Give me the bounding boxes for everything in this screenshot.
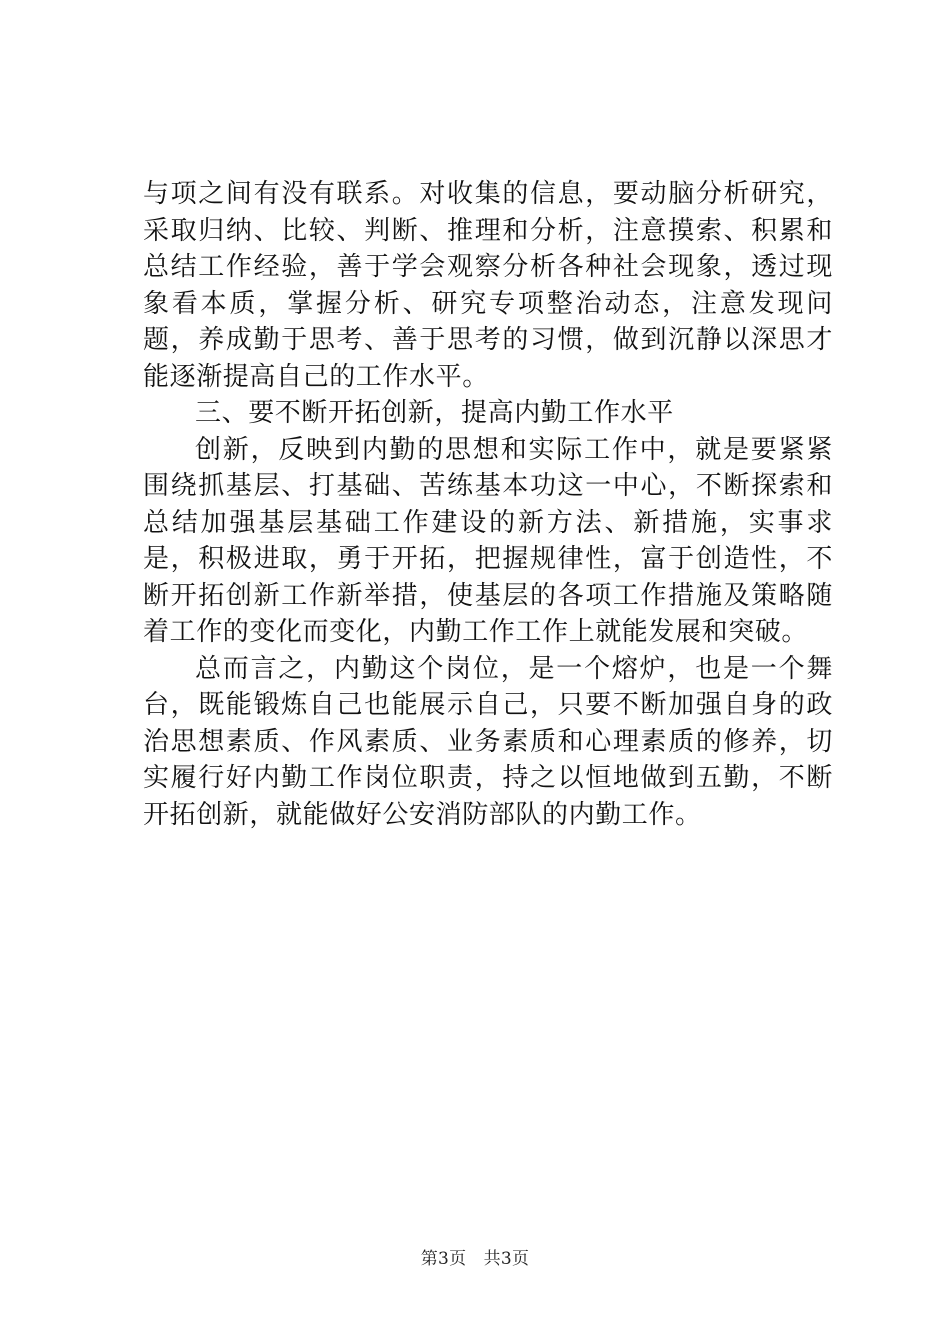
- page-total: 共3页: [483, 1249, 530, 1269]
- paragraph-innovation: 创新，反映到内勤的思想和实际工作中，就是要紧紧围绕抓基层、打基础、苦练基本功这一中心，不断探索和总结加强基层基础工作建设的新方法、新措施，实事求是，积极进取，勇于开拓，把握规律性，富于创造性，不断开拓创新工作新举措，使基层的各项工作措施及策略随着工作的变化而变化，内勤工作工作上就能发展和突破。: [143, 434, 833, 647]
- document-body: [143, 176, 833, 833]
- page-footer: [0, 1244, 950, 1269]
- paragraph-continuation: 与项之间有没有联系。对收集的信息，要动脑分析研究，采取归纳、比较、判断、推理和分析，注意摸索、积累和总结工作经验，善于学会观察分析各种社会现象，透过现象看本质，掌握分析、研究专项整治动态，注意发现问题，养成勤于思考、善于思考的习惯，做到沉静以深思才能逐渐提高自己的工作水平。: [143, 179, 833, 392]
- page-number: 第3页: [420, 1249, 467, 1269]
- paragraph-conclusion: 总而言之，内勤这个岗位，是一个熔炉，也是一个舞台，既能锻炼自己也能展示自己，只要不断加强自身的政治思想素质、作风素质、业务素质和心理素质的修养，切实履行好内勤工作岗位职责，持之以恒地做到五勤，不断开拓创新，就能做好公安消防部队的内勤工作。: [143, 653, 833, 830]
- section-heading: 三、要不断开拓创新，提高内勤工作水平: [195, 398, 674, 428]
